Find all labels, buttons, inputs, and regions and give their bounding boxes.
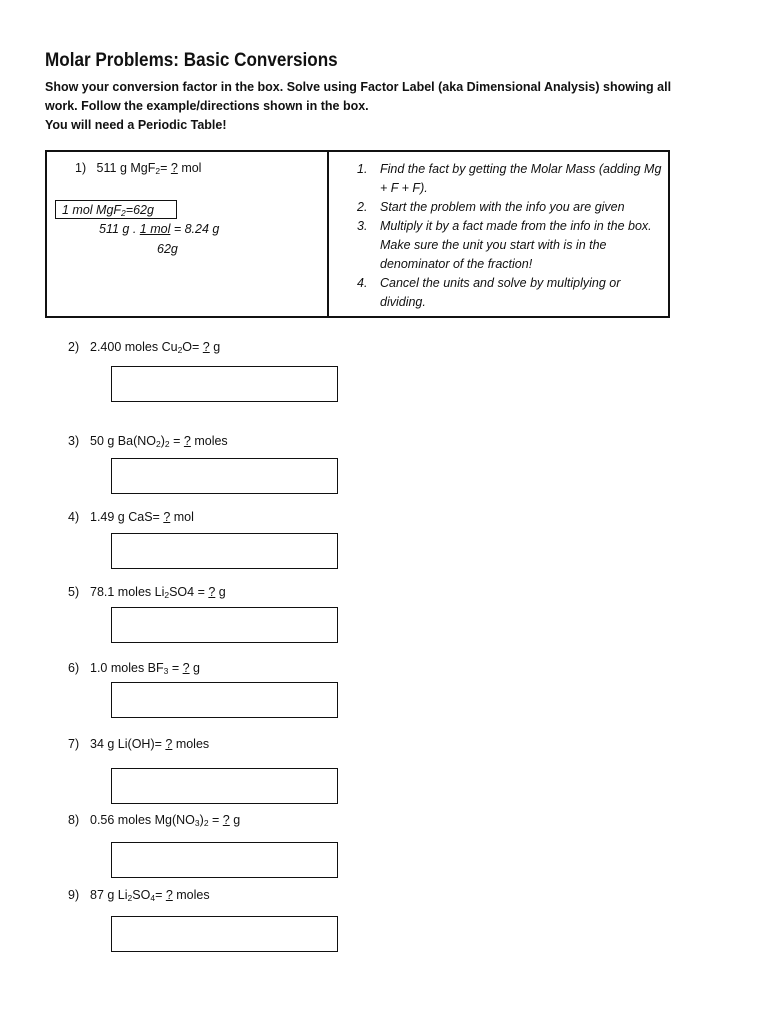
problem-unit: mol bbox=[170, 510, 194, 524]
problem-number: 3) bbox=[68, 434, 80, 448]
direction-text: Start the problem with the info you are given bbox=[380, 200, 625, 214]
answer-box[interactable] bbox=[111, 366, 338, 402]
problem-text: ) bbox=[160, 434, 165, 448]
problem-text: 34 g Li(OH)= bbox=[90, 737, 166, 751]
instructions-line-3: You will need a Periodic Table! bbox=[45, 118, 227, 132]
answer-box[interactable] bbox=[111, 458, 338, 494]
problem-statement bbox=[68, 340, 220, 354]
problem-number: 6) bbox=[68, 661, 80, 675]
problem-text: = bbox=[169, 434, 184, 448]
problem-text: 87 g Li bbox=[90, 888, 128, 902]
problem-text: 1.0 moles BF bbox=[90, 661, 164, 675]
direction-text: Cancel the units and solve by multiplying or dividing. bbox=[380, 276, 621, 309]
problem-unit: moles bbox=[190, 434, 228, 448]
answer-box[interactable] bbox=[111, 607, 338, 643]
problem-statement bbox=[68, 737, 209, 751]
problem-unit: g bbox=[229, 813, 241, 827]
direction-number: 4. bbox=[357, 276, 368, 290]
unknown-marker: ? bbox=[163, 510, 171, 524]
problem-text: ) bbox=[199, 813, 204, 827]
problem-statement bbox=[68, 510, 194, 524]
direction-item bbox=[357, 198, 662, 217]
problem-subscript: 2 bbox=[164, 590, 170, 600]
problem-number: 8) bbox=[68, 813, 80, 827]
problem-unit: g bbox=[215, 585, 226, 599]
unknown-marker: ? bbox=[165, 888, 173, 902]
problem-number: 9) bbox=[68, 888, 80, 902]
unknown-marker: ? bbox=[182, 661, 190, 675]
direction-number: 2. bbox=[357, 200, 368, 214]
example-problem: 1) 511 g MgF$_2$= ? mol bbox=[75, 161, 202, 176]
direction-item bbox=[357, 274, 662, 312]
problem-subscript: 2 bbox=[156, 439, 161, 449]
problem-statement bbox=[68, 585, 226, 599]
direction-number: 3. bbox=[357, 219, 368, 233]
example-conversion-factor-box: 1 mol MgF$_2$=62g bbox=[55, 200, 177, 219]
problem-unit: moles bbox=[172, 737, 210, 751]
problem-text: SO4 = bbox=[169, 585, 209, 599]
page-title: Molar Problems: Basic Conversions bbox=[45, 50, 338, 71]
problem-subscript: 2 bbox=[127, 893, 133, 903]
example-calculation-denominator: 62g bbox=[157, 242, 178, 256]
problem-unit: g bbox=[209, 340, 221, 354]
direction-item bbox=[357, 217, 662, 274]
instructions-line-2: work. Follow the example/directions shown in the box. bbox=[45, 99, 369, 113]
unknown-marker: ? bbox=[202, 340, 210, 354]
problem-text: SO bbox=[132, 888, 151, 902]
problem-subscript: 2 bbox=[177, 345, 183, 355]
problem-subscript: 2 bbox=[164, 439, 170, 449]
problem-statement bbox=[68, 661, 200, 675]
problem-text: O= bbox=[182, 340, 203, 354]
problem-number: 7) bbox=[68, 737, 80, 751]
problem-subscript: 3 bbox=[194, 818, 200, 828]
problem-text: = bbox=[168, 661, 183, 675]
problem-text: 1.49 g CaS= bbox=[90, 510, 164, 524]
example-cell bbox=[47, 152, 329, 316]
direction-text: Multiply it by a fact made from the info in the box. Make sure the unit you start with is in the denominator of the fraction! bbox=[380, 219, 652, 271]
answer-box[interactable] bbox=[111, 916, 338, 952]
problem-unit: g bbox=[189, 661, 201, 675]
problem-text: 2.400 moles Cu bbox=[90, 340, 178, 354]
unknown-marker: ? bbox=[183, 434, 191, 448]
answer-box[interactable] bbox=[111, 842, 338, 878]
direction-number: 1. bbox=[357, 162, 368, 176]
directions-list bbox=[357, 160, 662, 312]
problem-text: 50 g Ba(NO bbox=[90, 434, 157, 448]
example-table bbox=[45, 150, 670, 318]
problem-text: = bbox=[155, 888, 166, 902]
problem-statement bbox=[68, 813, 240, 827]
instructions-line-1: Show your conversion factor in the box. Solve using Factor Label (aka Dimensional Analysis) showing all bbox=[45, 80, 672, 94]
answer-box[interactable] bbox=[111, 682, 338, 718]
problem-statement bbox=[68, 888, 210, 902]
direction-text: Find the fact by getting the Molar Mass (adding Mg + F + F). bbox=[380, 162, 662, 195]
directions-cell bbox=[329, 152, 668, 316]
example-calculation: 511 g . 1 mol = 8.24 g bbox=[99, 222, 220, 236]
problem-subscript: 2 bbox=[203, 818, 209, 828]
problem-number: 2) bbox=[68, 340, 80, 354]
unknown-marker: ? bbox=[165, 737, 173, 751]
problem-number: 4) bbox=[68, 510, 80, 524]
problem-subscript: 4 bbox=[150, 893, 156, 903]
problem-subscript: 3 bbox=[163, 666, 169, 676]
unknown-marker: ? bbox=[208, 585, 216, 599]
problem-statement bbox=[68, 434, 228, 448]
answer-box[interactable] bbox=[111, 533, 338, 569]
instructions bbox=[45, 78, 735, 135]
problem-text: 78.1 moles Li bbox=[90, 585, 165, 599]
problem-text: = bbox=[208, 813, 223, 827]
problem-text: 0.56 moles Mg(NO bbox=[90, 813, 195, 827]
direction-item bbox=[357, 160, 662, 198]
problem-number: 5) bbox=[68, 585, 80, 599]
problem-unit: moles bbox=[172, 888, 210, 902]
answer-box[interactable] bbox=[111, 768, 338, 804]
unknown-marker: ? bbox=[222, 813, 230, 827]
